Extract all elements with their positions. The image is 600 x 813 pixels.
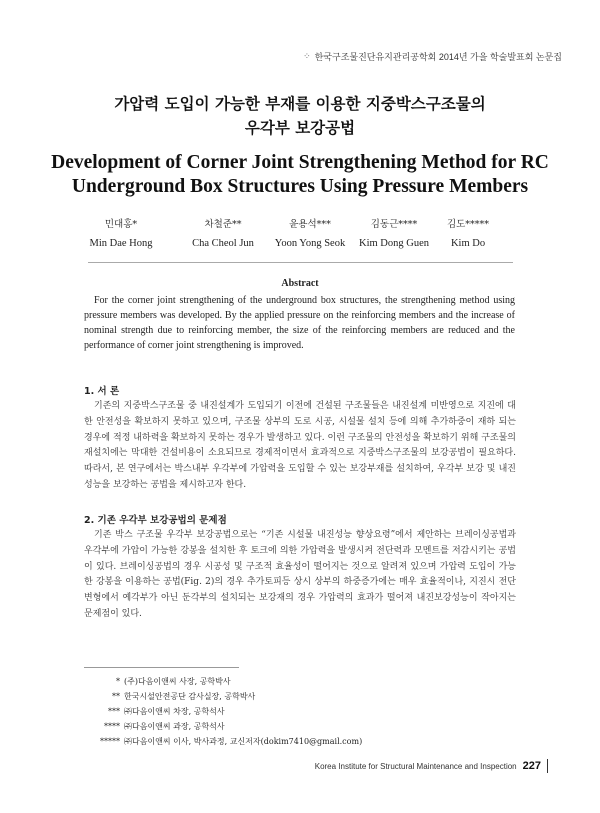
journal-name: 한국구조물진단유지관리공학회 2014년 가을 학술발표회 논문집 — [314, 52, 562, 62]
korean-title-line-2: 우각부 보강공법 — [244, 119, 356, 137]
author-5 — [430, 216, 506, 249]
footnote-item — [84, 689, 484, 704]
author-name-en: Kim Dong Guen — [359, 238, 429, 249]
footnote-text: ㈜다음이앤씨 차장, 공학석사 — [124, 707, 225, 716]
footnote-divider — [84, 667, 239, 668]
title-divider — [88, 262, 513, 263]
running-header — [303, 50, 562, 63]
author-name-en: Yoon Yong Seok — [274, 238, 346, 249]
footnote-mark: *** — [108, 707, 120, 716]
page-number: 227 — [522, 760, 541, 772]
footnote-item — [84, 719, 484, 734]
footnote-text: 한국시설안전공단 감사실장, 공학박사 — [124, 692, 256, 701]
section-1-body: 기존의 지중박스구조물 중 내진설계가 도입되기 이전에 건설된 구조물들은 내진설계 미반영으로 지진에 대한 안전성을 확보하지 못하고 있으며, 구조물 상부의 도로 시공, 시설물 설치 등에 의해 추가하중이 재하 되는 경우에 적정 내하력을 확보하지 못하는 경우가 발생하고 있다. 이런 구조물의 안전성을 확보하기 위해 구조물의 재설치에는 막대한 건설비용이 소요되므로 경제적이면서 효과적으로 지중박스구조물의 보강공법이 필요하다. 따라서, 본 연구에서는 박스내부 우각부에 가압력을 도입할 수 있는 보강부재를 설치하여, 우각부 보강 및 내진성능을 보강하는 공법을 제시하고자 한다. — [84, 401, 516, 490]
author-name-ko: 차철준** — [204, 219, 242, 230]
footnote-mark: * — [116, 677, 120, 686]
page-number-bar — [547, 759, 548, 773]
korean-title-line-1: 가압력 도입이 가능한 부재를 이용한 지중박스구조물의 — [114, 95, 486, 113]
author-name-ko: 김도***** — [446, 219, 490, 230]
footnote-mark: ***** — [100, 737, 120, 746]
footnote-item — [84, 674, 484, 689]
footer-organization: Korea Institute for Structural Maintenance and Inspection — [314, 761, 517, 771]
english-title — [0, 151, 600, 199]
footnote-item — [84, 704, 484, 719]
author-name-ko: 민대홍* — [104, 219, 138, 230]
english-title-line-1: Development of Corner Joint Strengthening Method for RC — [51, 152, 549, 173]
author-name-ko: 윤용석*** — [289, 219, 331, 230]
footnotes — [84, 674, 484, 749]
footnote-text: ㈜다음이앤씨 과장, 공학석사 — [124, 722, 225, 731]
footnote-mark: **** — [104, 722, 120, 731]
author-2 — [178, 216, 268, 249]
section-2-heading: 2. 기존 우각부 보강공법의 문제점 — [84, 515, 227, 526]
korean-title — [0, 92, 600, 140]
page-footer — [315, 759, 548, 773]
footnote-mark: ** — [112, 692, 120, 701]
author-name-ko: 김동근**** — [370, 219, 418, 230]
english-title-line-2: Underground Box Structures Using Pressure Members — [71, 176, 529, 197]
footnote-text: (주)다음이앤씨 사장, 공학박사 — [124, 677, 231, 686]
abstract-text: For the corner joint strengthening of the underground box structures, the strengthening method using pressure members was developed. By the applied pressure on the reinforcing members and the increase of nominal strength due to reinforcing member, the size of the reinforcing members are reduced and the performance of corner joint strengthening is improved. — [84, 295, 515, 351]
journal-mark-icon: ⁘ — [303, 51, 311, 61]
footnote-text: ㈜다음이앤씨 이사, 박사과정, 교신저자(dokim7410@gmail.com) — [124, 737, 363, 746]
section-1-heading: 1. 서 론 — [84, 386, 120, 397]
author-name-en: Kim Do — [450, 238, 486, 249]
abstract-heading: Abstract — [281, 278, 319, 289]
author-1 — [86, 216, 156, 249]
author-3 — [262, 216, 358, 249]
section-2-body: 기존 박스 구조물 우각부 보강공법으로는 “기존 시설물 내진성능 향상요령”에서 제안하는 브레이싱공법과 우각부에 가압이 가능한 강봉을 설치한 후 토크에 의한 가압력을 발생시켜 전단력과 모멘트를 저감시키는 공법이 있다. 브레이싱공법의 경우 시공성 및 구조적 효율성이 떨어지는 것으로 알려져 있으며 가압력 도입이 가능한 강봉을 이용하는 공법(Fig. 2)의 경우 추가토피등 상시 상부의 하중증가에는 매우 효율적이나, 지진시 전단변형에서 예각부가 아닌 둔각부의 설치되는 보강재의 경우 가압력의 효과가 떨어져 내진보강성능이 작아지는 문제점이 있다. — [84, 530, 516, 619]
footnote-item — [84, 734, 484, 749]
author-name-en: Min Dae Hong — [89, 238, 153, 249]
author-name-en: Cha Cheol Jun — [192, 238, 254, 249]
author-4 — [346, 216, 442, 249]
